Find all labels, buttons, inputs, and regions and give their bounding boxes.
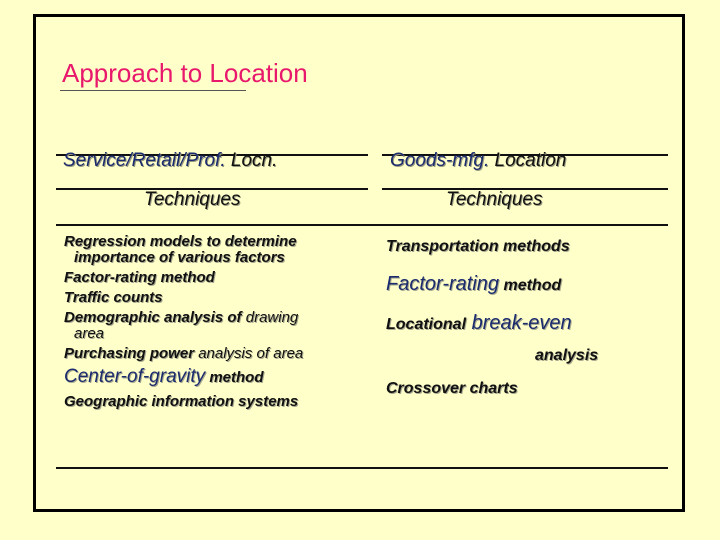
list-item-part: Purchasing power <box>64 345 195 362</box>
list-item <box>64 310 364 326</box>
left-column-header <box>63 150 277 172</box>
header-bottom-rule <box>56 224 668 226</box>
title-underline <box>60 90 246 91</box>
list-item-part: Locational <box>386 316 467 333</box>
left-technique-list <box>64 234 364 410</box>
list-item <box>64 346 364 362</box>
list-item <box>386 312 572 335</box>
right-column-subheader: Techniques <box>446 189 543 210</box>
list-item-part: break-even <box>466 312 572 334</box>
list-item-part: analysis of area <box>194 345 304 362</box>
right-header-part2: Location <box>489 150 567 171</box>
left-header-part1: Service/Retail/Prof. <box>63 150 226 171</box>
list-item-part: Factor-rating <box>386 273 500 295</box>
list-item-part: Demographic analysis of <box>64 309 242 326</box>
list-item-part: drawing <box>241 309 299 326</box>
list-item <box>386 273 561 296</box>
list-item: Transportation methods <box>386 238 570 255</box>
list-item: Traffic counts <box>64 289 163 306</box>
list-item: Factor-rating method <box>64 269 215 286</box>
right-header-part1: Goods-mfg. <box>390 150 490 171</box>
list-item-part: Center-of-gravity <box>64 366 206 387</box>
list-item: Crossover charts <box>386 380 518 397</box>
left-header-part2: Locn. <box>225 150 278 171</box>
right-column-header <box>390 150 566 172</box>
list-item: analysis <box>535 347 599 364</box>
list-item-part: method <box>499 277 562 294</box>
list-item-part: method <box>205 369 264 386</box>
left-column-subheader: Techniques <box>144 189 241 210</box>
list-item: Geographic information systems <box>64 393 299 410</box>
list-item <box>64 365 364 390</box>
list-item: area <box>74 325 105 342</box>
list-item: importance of various factors <box>74 249 285 266</box>
table-bottom-rule <box>56 467 668 469</box>
list-item: Regression models to determine <box>64 233 297 250</box>
slide-title: Approach to Location <box>62 58 308 88</box>
